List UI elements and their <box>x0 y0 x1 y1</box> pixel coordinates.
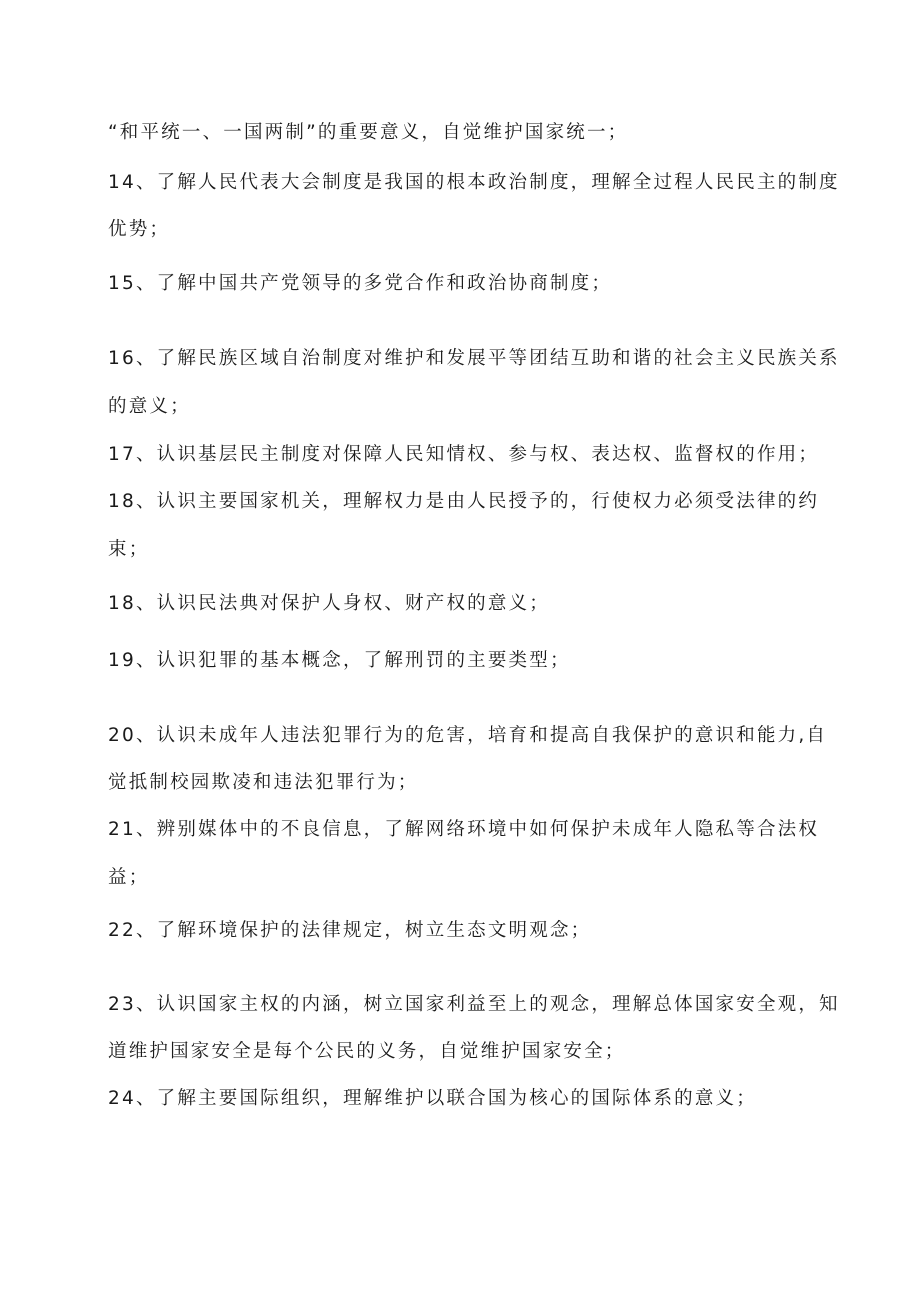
text-line-item-20: 20、认识未成年人违法犯罪行为的危害，培育和提高自我保护的意识和能力,自 <box>108 725 828 746</box>
text-line-item-21-cont: 益； <box>108 867 150 888</box>
text-line-item-23-cont: 道维护国家安全是每个公民的义务，自觉维护国家安全； <box>108 1041 626 1062</box>
text-line-item-19: 19、认识犯罪的基本概念，了解刑罚的主要类型； <box>108 650 571 671</box>
text-line-item-17: 17、认识基层民主制度对保障人民知情权、参与权、表达权、监督权的作用； <box>108 444 820 465</box>
text-line-item-24: 24、了解主要国际组织，理解维护以联合国为核心的国际体系的意义； <box>108 1088 757 1109</box>
text-line-item-18a-cont: 束； <box>108 539 150 560</box>
text-line-unification: “和平统一、一国两制”的重要意义，自觉维护国家统一； <box>108 122 629 143</box>
text-line-item-16: 16、了解民族区域自治制度对维护和发展平等团结互助和谐的社会主义民族关系 <box>108 348 840 369</box>
text-line-item-23: 23、认识国家主权的内涵，树立国家利益至上的观念，理解总体国家安全观，知 <box>108 994 840 1015</box>
text-line-item-18b: 18、认识民法典对保护人身权、财产权的意义； <box>108 593 550 614</box>
text-line-item-18a: 18、认识主要国家机关，理解权力是由人民授予的，行使权力必须受法律的约 <box>108 491 820 512</box>
text-line-item-20-cont: 觉抵制校园欺凌和违法犯罪行为； <box>108 772 419 793</box>
text-line-item-21: 21、辨别媒体中的不良信息，了解网络环境中如何保护未成年人隐私等合法权 <box>108 819 820 840</box>
text-line-item-16-cont: 的意义； <box>108 396 191 417</box>
text-line-item-22: 22、了解环境保护的法律规定，树立生态文明观念； <box>108 920 592 941</box>
text-line-item-15: 15、了解中国共产党领导的多党合作和政治协商制度； <box>108 273 613 294</box>
text-line-item-14-cont: 优势； <box>108 219 171 240</box>
text-line-item-14: 14、了解人民代表大会制度是我国的根本政治制度，理解全过程人民民主的制度 <box>108 172 840 193</box>
